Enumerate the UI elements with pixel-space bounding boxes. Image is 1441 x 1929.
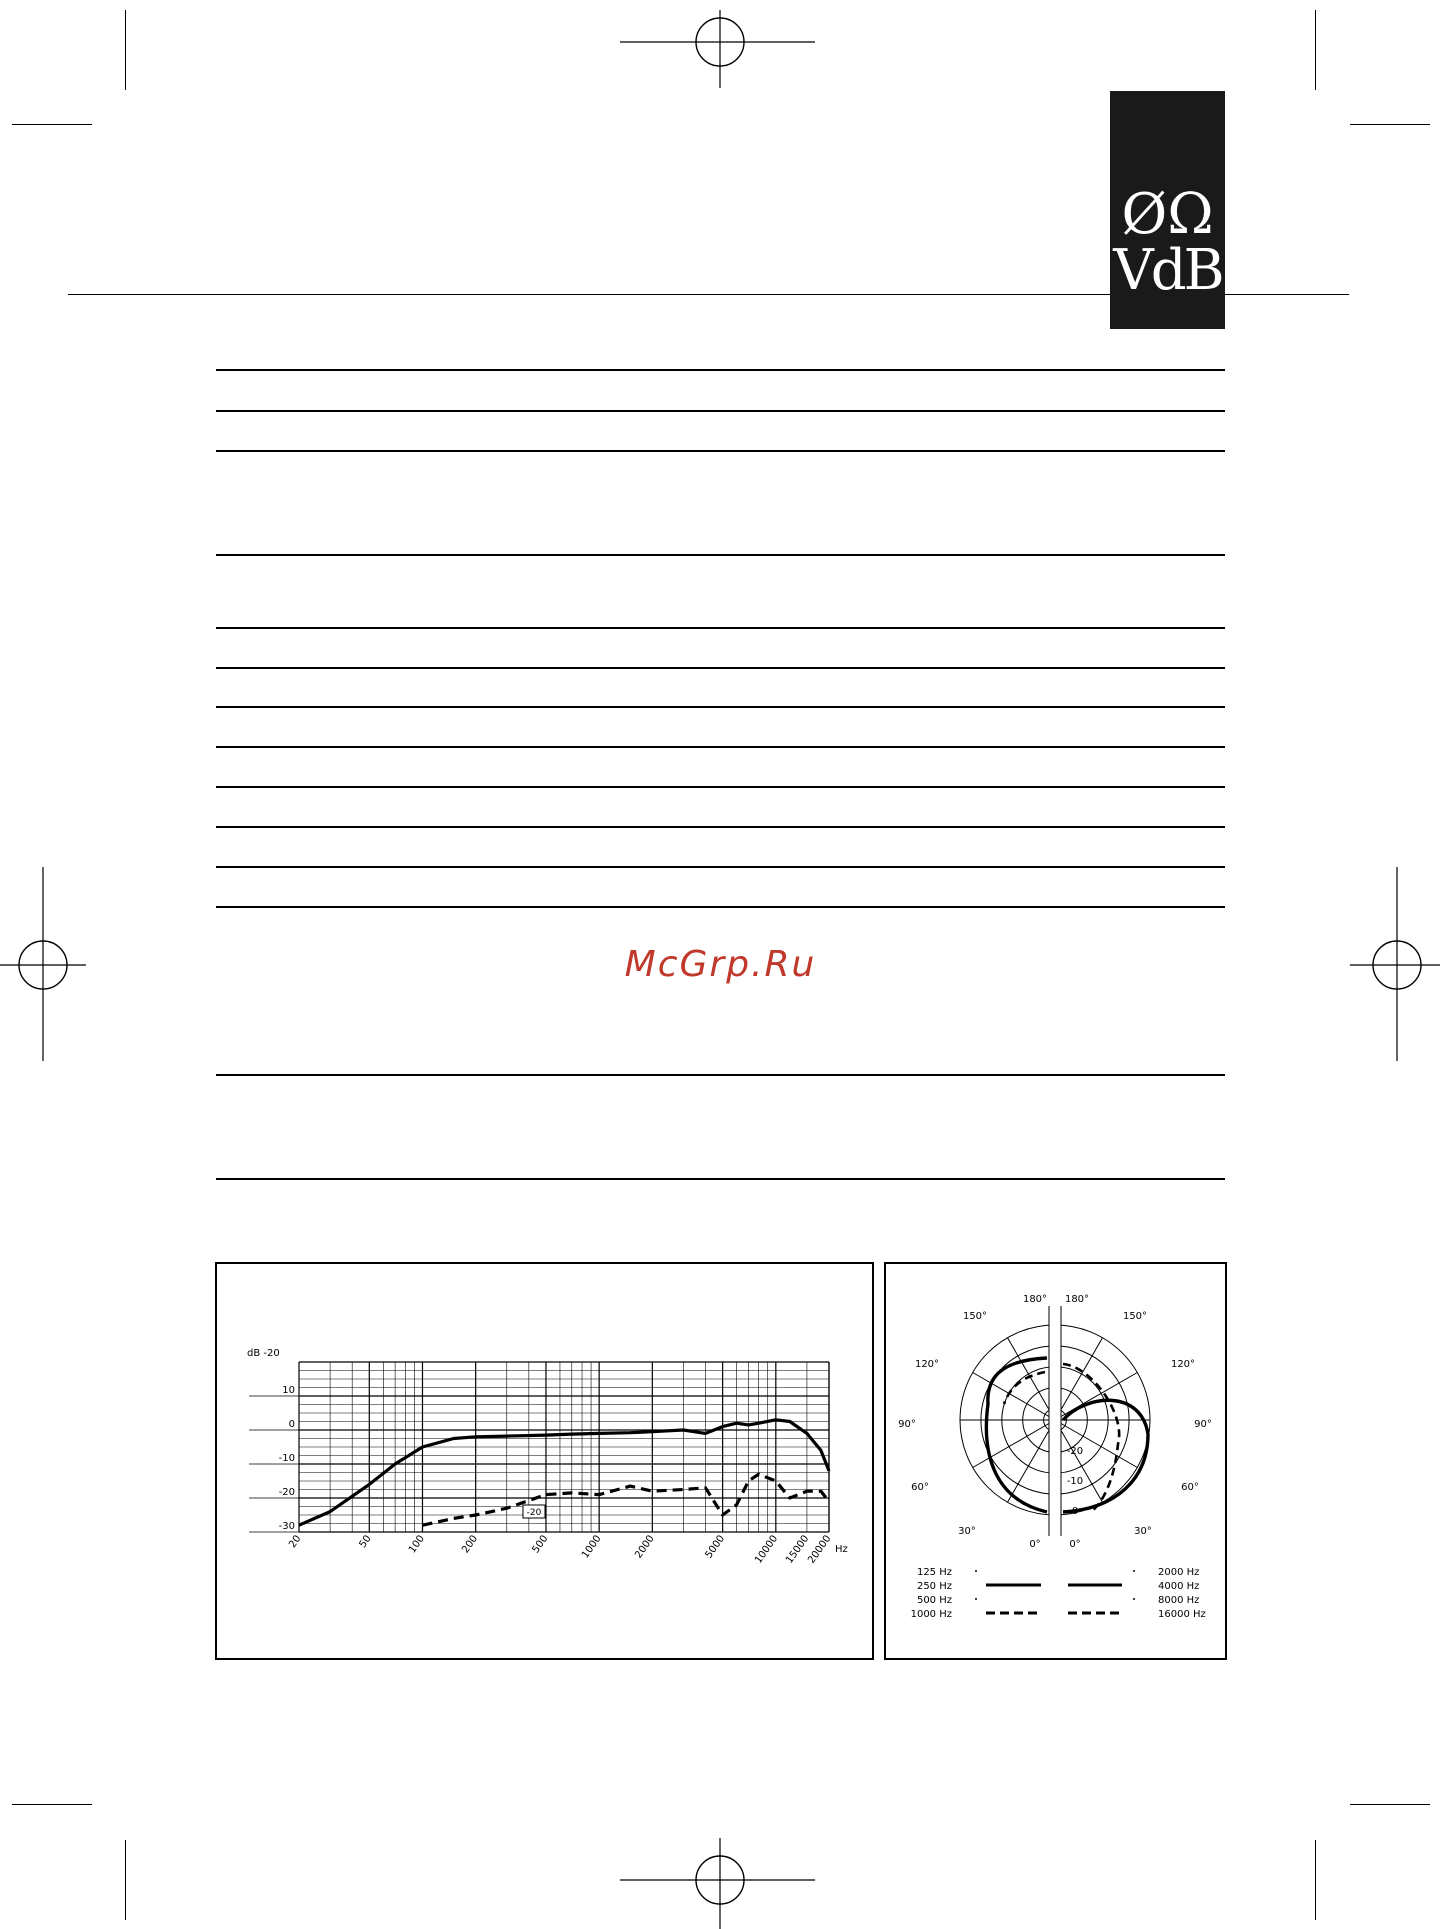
crop-mark-bottom-right-h [1350,1804,1430,1805]
polar-radial-label: -20 [1066,1446,1084,1457]
polar-pattern-chart [886,1264,1225,1658]
y-tick-label: -20 [278,1487,295,1498]
crop-mark-bottom-left-v [125,1840,126,1920]
legend-label-left: 125 Hz [916,1567,952,1578]
legend-label-right: 4000 Hz [1158,1581,1200,1592]
table-rule-11 [216,866,1225,868]
polar-angle-label: 150° [962,1311,988,1322]
table-rule-8 [216,746,1225,748]
polar-angle-label: 90° [1194,1419,1212,1430]
x-tick-label: 100 [406,1533,427,1556]
legend-label-left: 250 Hz [916,1581,952,1592]
crop-mark-top-right-v [1315,10,1316,90]
table-rule-10 [216,826,1225,828]
crop-mark-bottom-right-v [1315,1840,1316,1920]
polar-angle-label: 180° [1022,1294,1048,1305]
legend-swatch-dot [975,1570,977,1572]
registration-target-top [620,10,820,90]
legend-swatch-dot [1133,1570,1135,1572]
legend-label-right: 16000 Hz [1158,1609,1206,1620]
x-tick-label: 20000 [806,1533,834,1566]
polar-angle-label: 0° [1069,1539,1081,1550]
y-tick-label: 0 [288,1419,295,1430]
polar-radial-label: -10 [1066,1476,1084,1487]
y-tick-label: 10 [282,1385,295,1396]
legend-label-left: 1000 Hz [910,1609,952,1620]
legend-swatch-dot [975,1598,977,1600]
polar-curve-left-solid [986,1358,1047,1512]
x-tick-label: 10000 [753,1533,781,1566]
polar-angle-label: 60° [1181,1482,1199,1493]
polar-angle-label: 0° [1029,1539,1041,1550]
polar-angle-label: 150° [1122,1311,1148,1322]
table-rule-1 [216,369,1225,371]
polar-angle-label: 60° [911,1482,929,1493]
polar-pattern-panel [884,1262,1227,1660]
registration-target-bottom [620,1838,820,1929]
x-tick-label: 20 [287,1533,304,1551]
y-tick-label: -30 [278,1521,295,1532]
legend-label-right: 2000 Hz [1158,1567,1200,1578]
x-tick-label: 15000 [784,1533,812,1566]
x-tick-label: 5000 [703,1533,728,1561]
crop-mark-top-right-h [1350,124,1430,125]
table-rule-12 [216,906,1225,908]
chart-annotation: -20 [526,1508,542,1518]
table-rule-5 [216,627,1225,629]
legend-label-right: 8000 Hz [1158,1595,1200,1606]
legend-label-left: 500 Hz [916,1595,952,1606]
polar-angle-label: 120° [1170,1359,1196,1370]
frequency-response-panel [215,1262,874,1660]
table-rule-3 [216,450,1225,452]
polar-angle-label: 180° [1064,1294,1090,1305]
table-rule-9 [216,786,1225,788]
logo-line-2: VdB [1113,238,1222,303]
legend-swatch-dot [1133,1598,1135,1600]
polar-angle-label: 90° [898,1419,916,1430]
watermark: McGrp.Ru [624,944,817,985]
table-rule-4 [216,554,1225,556]
crop-mark-bottom-left-h [12,1804,92,1805]
x-tick-label: 2000 [633,1533,657,1561]
polar-angle-label: 30° [1134,1526,1152,1537]
polar-center-gap [1049,1304,1061,1536]
table-rule-14 [216,1178,1225,1180]
polar-angle-label: 120° [914,1359,940,1370]
x-tick-label: 200 [460,1533,481,1556]
polar-radial-label: 0 [1071,1506,1079,1517]
x-axis-unit: Hz [835,1544,848,1555]
x-tick-label: 50 [357,1533,374,1551]
logo-line-1: ØΩ [1121,182,1214,247]
table-rule-7 [216,706,1225,708]
table-rule-6 [216,667,1225,669]
x-tick-label: 500 [530,1533,551,1556]
table-rule-13 [216,1074,1225,1076]
polar-angle-label: 30° [958,1526,976,1537]
x-tick-label: 1000 [579,1533,604,1561]
brand-logo [1110,91,1225,329]
y-tick-label: -10 [278,1453,295,1464]
y-tick-label: dB -20 [247,1348,280,1359]
table-rule-2 [216,410,1225,412]
polar-curve-right-dashed [1063,1364,1119,1512]
crop-mark-top-left-v [125,10,126,90]
frequency-response-chart [217,1264,872,1658]
crop-mark-top-left-h [12,124,92,125]
